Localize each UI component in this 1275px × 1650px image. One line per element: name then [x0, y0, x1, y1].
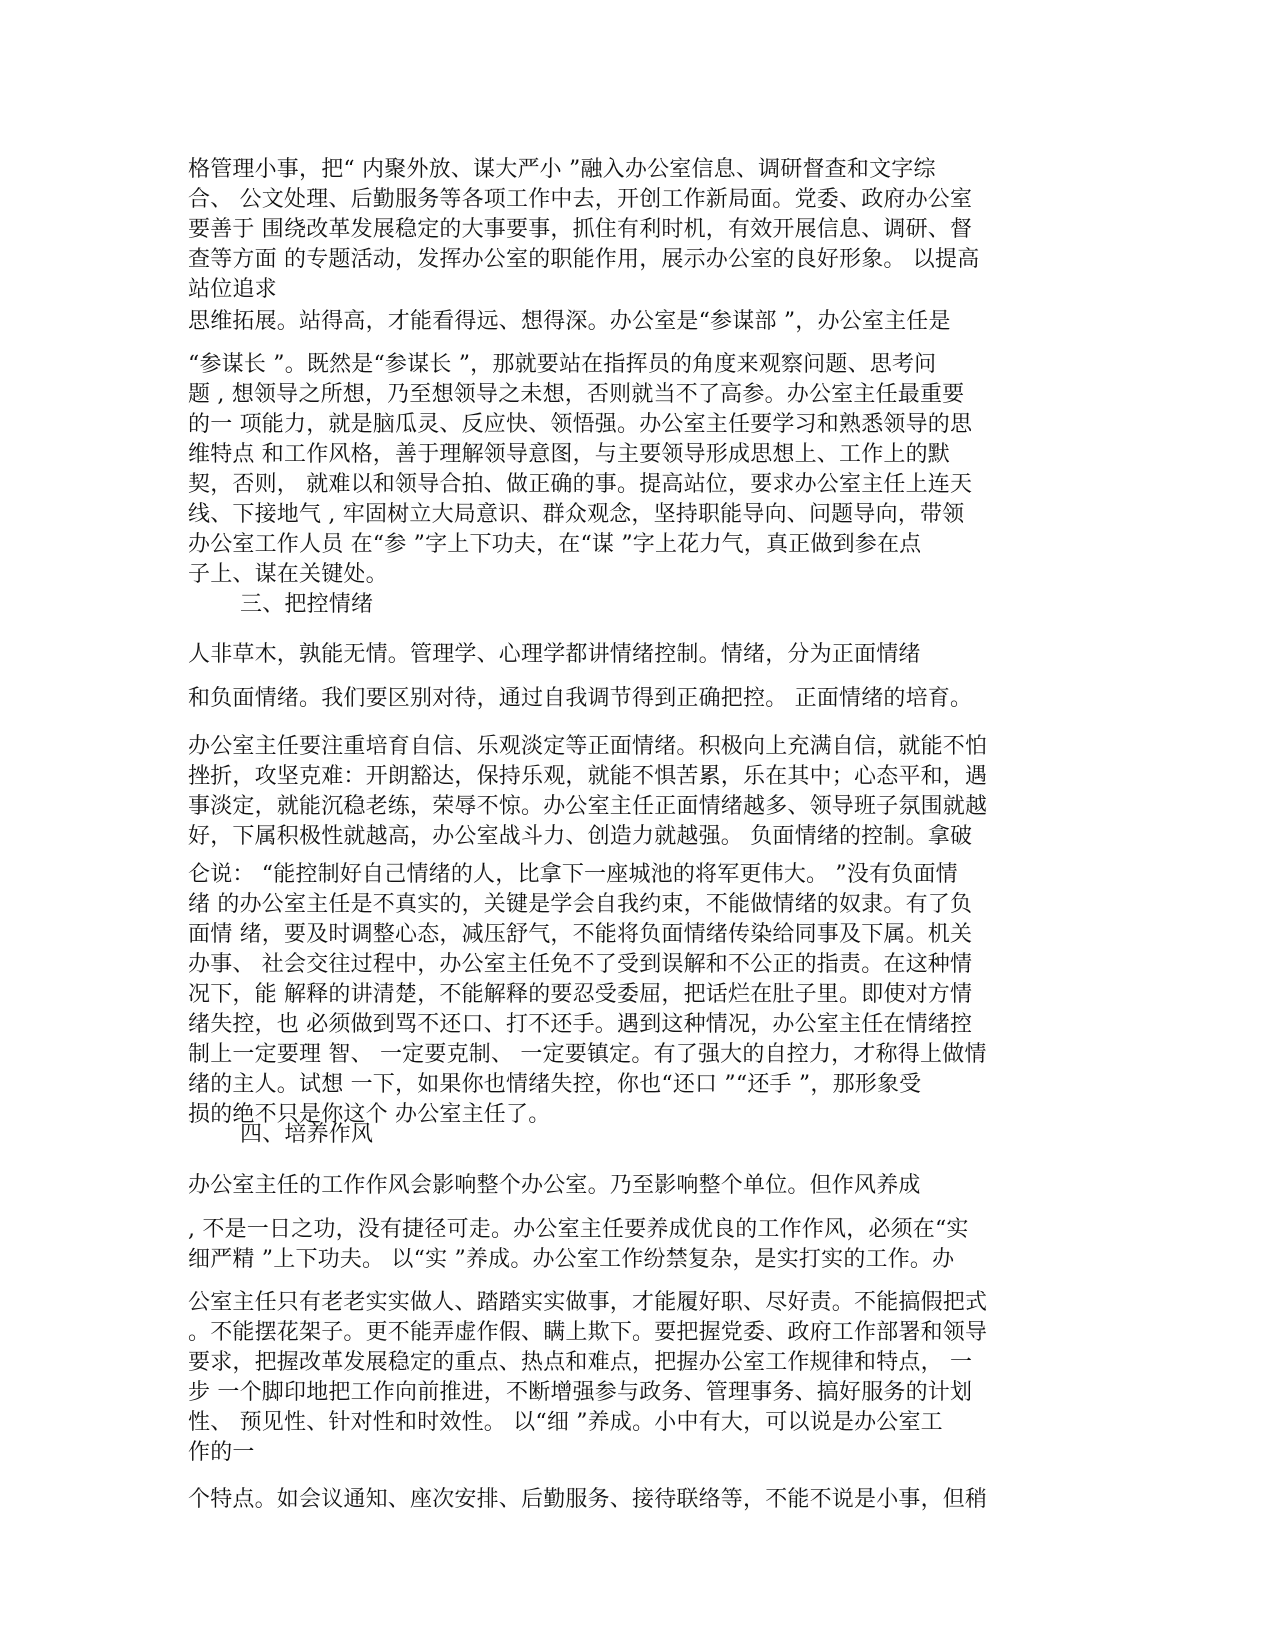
paragraph-7: 仑说： “能控制好自己情绪的人，比拿下一座城池的将军更伟大。 ”没有负面情 绪 的办公室主任是不真实的，关键是学会自我约束，不能做情绪的奴隶。有了负 面情 绪，要及时调整心态，减压舒气，不能将负面情绪传染给同事及下属。机关 办事、 社会交往过程中，办公室主任免不了受到误解和不公正的指责。在这种情 况下，能 解释的讲清楚，不能解释的要忍受委屈，把话烂在肚子里。即使对方情 绪失控，也 必须做到骂不还口、打不还手。遇到这种情况，办公室主任在情绪控 制上一定要理 智、 一定要克制、 一定要镇定。有了强大的自控力，才称得上做情 绪的主人。试想 一下，如果你也情绪失控，你也“还口 ”“还手 ”，那形象受 损的绝不只是你这个 办公室主任了。 — [188, 862, 987, 1127]
paragraph-2: 思维拓展。站得高，才能看得远、想得深。办公室是“参谋部 ”，办公室主任是 — [188, 309, 951, 334]
section-heading-3: 三、把控情绪 — [240, 592, 374, 617]
paragraph-1: 格管理小事，把“ 内聚外放、谋大严小 ”融入办公室信息、调研督查和文字综 合、 公文处理、后勤服务等各项工作中去，开创工作新局面。党委、政府办公室 要善于 围绕改革发展稳定的大事要事，抓住有利时机，有效开展信息、调研、督 查等方面 的专题活动，发挥办公室的职能作用，展示办公室的良好形象。 以提高 站位追求 — [188, 157, 980, 302]
paragraph-10: 公室主任只有老老实实做人、踏踏实实做事，才能履好职、尽好责。不能搞假把式 。不能摆花架子。更不能弄虚作假、瞒上欺下。要把握党委、政府工作部署和领导 要求，把握改革发展稳定的重点、热点和难点，把握办公室工作规律和特点， 一 步 一个脚印地把工作向前推进，不断增强参与政务、管理事务、搞好服务的计划 性、 预见性、针对性和时效性。 以“细 ”养成。小中有大，可以说是办公室工 作的一 — [188, 1290, 988, 1465]
paragraph-6: 办公室主任要注重培育自信、乐观淡定等正面情绪。积极向上充满自信，就能不怕 挫折，攻坚克难：开朗豁达，保持乐观，就能不惧苦累，乐在其中；心态平和，遇 事淡定，就能沉稳老练，荣辱不惊。办公室主任正面情绪越多、领导班子氛围就越 好，下属积极性就越高，办公室战斗力、创造力就越强。 负面情绪的控制。拿破 — [188, 734, 988, 849]
paragraph-4: 人非草木，孰能无情。管理学、心理学都讲情绪控制。情绪，分为正面情绪 — [188, 642, 921, 667]
section-heading-4: 四、培养作风 — [240, 1122, 374, 1147]
paragraph-9: , 不是一日之功，没有捷径可走。办公室主任要养成优良的工作作风，必须在“实 细严精 ”上下功夫。 以“实 ”养成。办公室工作纷禁复杂，是实打实的工作。办 — [188, 1217, 969, 1272]
paragraph-8: 办公室主任的工作作风会影响整个办公室。乃至影响整个单位。但作风养成 — [188, 1173, 921, 1198]
paragraph-11: 个特点。如会议通知、座次安排、后勤服务、接待联络等，不能不说是小事，但稍 — [188, 1487, 988, 1512]
paragraph-5: 和负面情绪。我们要区别对待，通过自我调节得到正确把控。 正面情绪的培育。 — [188, 686, 973, 711]
paragraph-3: “参谋长 ”。既然是“参谋长 ”，那就要站在指挥员的角度来观察问题、思考问 题 , 想领导之所想，乃至想领导之未想，否则就当不了高参。办公室主任最重要 的一 项能力，就是脑瓜灵、反应快、领悟强。办公室主任要学习和熟悉领导的思 维特点 和工作风格，善于理解领导意图，与主要领导形成思想上、工作上的默 契，否则， 就难以和领导合拍、做正确的事。提高站位，要求办公室主任上连天 线、下接地气 , 牢固树立大局意识、群众观念，坚持职能导向、问题导向，带领 办公室工作人员 在“参 ”字上下功夫，在“谋 ”字上花力气，真正做到参在点 子上、谋在关键处。 — [188, 352, 973, 587]
